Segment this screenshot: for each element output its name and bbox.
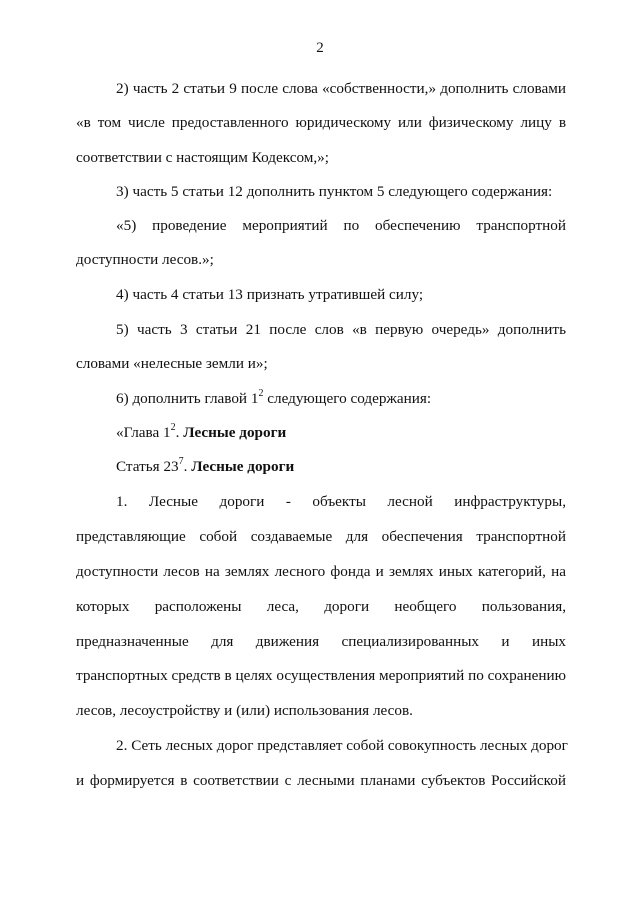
text-line: 2. Сеть лесных дорог представляет собой совокупность лесных дорог [116,737,568,754]
text-line: лесов, лесоустройству и (или) использования лесов. [76,702,413,719]
text-line: «5) проведение мероприятий по обеспечению транспортной [116,217,566,234]
superscript: 2 [170,421,176,433]
text-line: доступности лесов.»; [76,251,214,268]
text-segment: Статья 23 [116,458,179,475]
text-segment: «Глава 1 [116,424,171,441]
text-line: предназначенные для движения специализированных и иных [76,633,566,650]
heading-bold: Лесные дороги [183,424,287,441]
heading-bold: Лесные дороги [191,458,295,475]
text-segment: . [175,424,184,441]
text-line: 1. Лесные дороги - объекты лесной инфраструктуры, [116,493,566,510]
text-line: доступности лесов на землях лесного фонда и землях иных категорий, на [76,563,566,580]
text-line: «в том числе предоставленного юридическому или физическому лицу в [76,114,566,131]
page-number: 2 [316,40,324,56]
text-segment: следующего содержания: [263,390,432,407]
text-line: соответствии с настоящим Кодексом,»; [76,149,329,166]
text-line: которых расположены леса, дороги необщего пользования, [76,598,566,615]
text-line: 4) часть 4 статьи 13 признать утратившей силу; [116,286,424,303]
text-line [76,389,566,409]
text-line: представляющие собой создаваемые для обеспечения транспортной [76,528,566,545]
superscript: 2 [258,387,264,399]
text-line: 5) часть 3 статьи 21 после слов «в первую очередь» дополнить [116,321,566,338]
text-line: транспортных средств в целях осуществления мероприятий по сохранению [76,667,566,684]
article-heading [76,457,566,477]
text-line: и формируется в соответствии с лесными планами субъектов Российской [76,772,566,789]
superscript: 7 [178,455,184,467]
text-line: 3) часть 5 статьи 12 дополнить пунктом 5 следующего содержания: [116,183,553,200]
text-line: 2) часть 2 статьи 9 после слова «собственности,» дополнить словами [116,80,566,97]
text-line: словами «нелесные земли и»; [76,355,268,372]
text-segment: 6) дополнить главой 1 [116,390,259,407]
chapter-heading [76,423,566,443]
text-segment: . [183,458,192,475]
